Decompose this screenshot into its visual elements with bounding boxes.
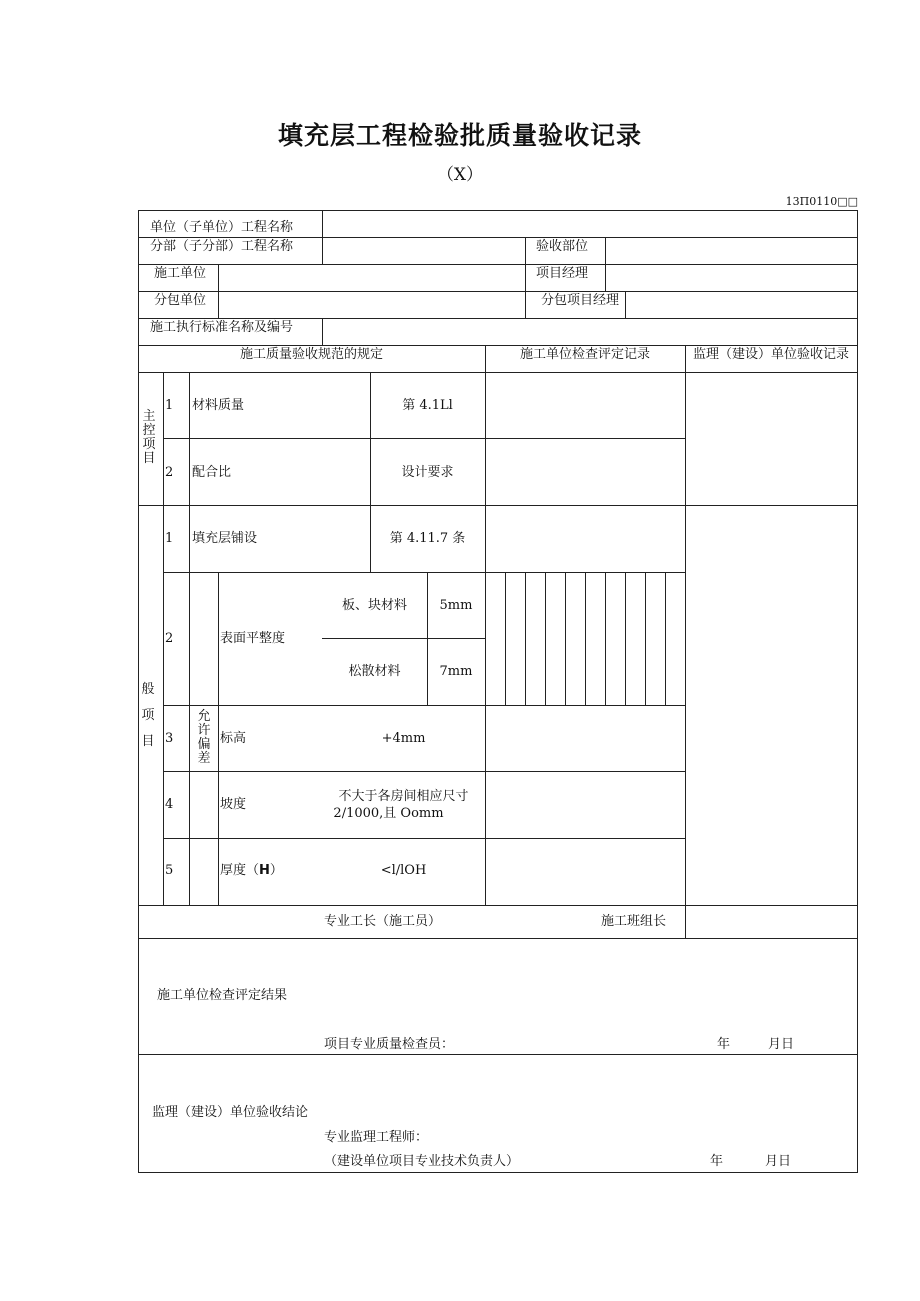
spec-header: 施工质量验收规范的规定 (239, 347, 383, 362)
supervision-header: 监理（建设）单位验收记录 (692, 347, 849, 362)
general-item-5-name-close: ） (269, 863, 283, 878)
check-header: 施工单位检查评定记录 (519, 347, 650, 362)
general-item-5-name-text: 厚度（ (220, 863, 260, 878)
general-item-1-no: 1 (165, 531, 174, 546)
general-item-1-name: 填充层铺设 (192, 531, 258, 546)
general-item-4-no: 4 (165, 797, 174, 812)
main-item-2-name: 配合比 (192, 465, 232, 480)
team-leader-label: 施工班组长 (601, 914, 667, 929)
main-item-1-name: 材料质量 (192, 398, 245, 413)
general-item-3-no: 3 (165, 731, 174, 746)
inspector-label: 项目专业质量检查员： (324, 1037, 455, 1052)
general-item-5-no: 5 (165, 863, 174, 878)
general-item-2-no: 2 (165, 631, 174, 646)
general-item-3-value: +4mm (381, 731, 426, 746)
general-label: 般项目 (141, 682, 155, 749)
general-item-2-sub2: 松散材料 (348, 664, 401, 679)
subcontract-unit-label: 分包单位 (154, 293, 207, 308)
general-item-5-name (220, 863, 283, 879)
general-item-5-value: <l/lOH (380, 863, 427, 878)
page-title: 填充层工程检验批质量验收记录 (277, 121, 642, 150)
conclusion-label: 监理（建设）单位验收结论 (152, 1105, 309, 1120)
main-item-1-no: 1 (165, 398, 174, 413)
main-item-1-clause: 第 4.1Ll (402, 398, 453, 413)
general-item-3-name: 标高 (220, 731, 247, 746)
construction-unit-label: 施工单位 (154, 266, 207, 281)
general-item-2-val2: 7mm (439, 664, 473, 679)
division-label: 分部（子分部）工程名称 (150, 239, 294, 254)
general-item-2-val1: 5mm (439, 598, 473, 613)
main-control-label: 主控项目 (142, 409, 156, 466)
foreman-label: 专业工长（施工员） (324, 914, 442, 929)
main-item-2-clause: 设计要求 (401, 465, 454, 480)
allowed-deviation-label: 允许偏差 (197, 709, 211, 766)
form-code: 13П0110□□ (785, 195, 858, 208)
general-item-1-clause: 第 4.11.7 条 (389, 531, 466, 546)
general-item-2-name: 表面平整度 (220, 631, 286, 646)
month-day-label-1: 月日 (768, 1037, 795, 1052)
engineer-label: 专业监理工程师： (324, 1130, 429, 1145)
unit-project-label: 单位（子单位）工程名称 (150, 220, 294, 235)
acceptance-part-label: 验收部位 (536, 239, 589, 254)
month-day-label-2: 月日 (765, 1154, 792, 1169)
project-manager-label: 项目经理 (536, 266, 589, 281)
year-label-2: 年 (710, 1154, 724, 1169)
check-result-label: 施工单位检查评定结果 (157, 988, 288, 1003)
subcontract-manager-label: 分包项目经理 (541, 293, 620, 308)
general-item-4-value1: 不大于各房间相应尺寸 (338, 789, 469, 804)
general-item-2-sub1: 板、块材料 (341, 598, 407, 613)
year-label-1: 年 (717, 1037, 731, 1052)
page-subtitle: （X） (436, 165, 484, 185)
main-item-2-no: 2 (165, 465, 174, 480)
standard-label: 施工执行标准名称及编号 (150, 320, 294, 335)
general-item-5-name-h: H (259, 863, 270, 878)
general-item-4-value2: 2/1000,且 Oomm (333, 806, 444, 821)
general-item-4-name: 坡度 (220, 797, 247, 812)
owner-rep-label: （建设单位项目专业技术负责人） (324, 1154, 520, 1169)
